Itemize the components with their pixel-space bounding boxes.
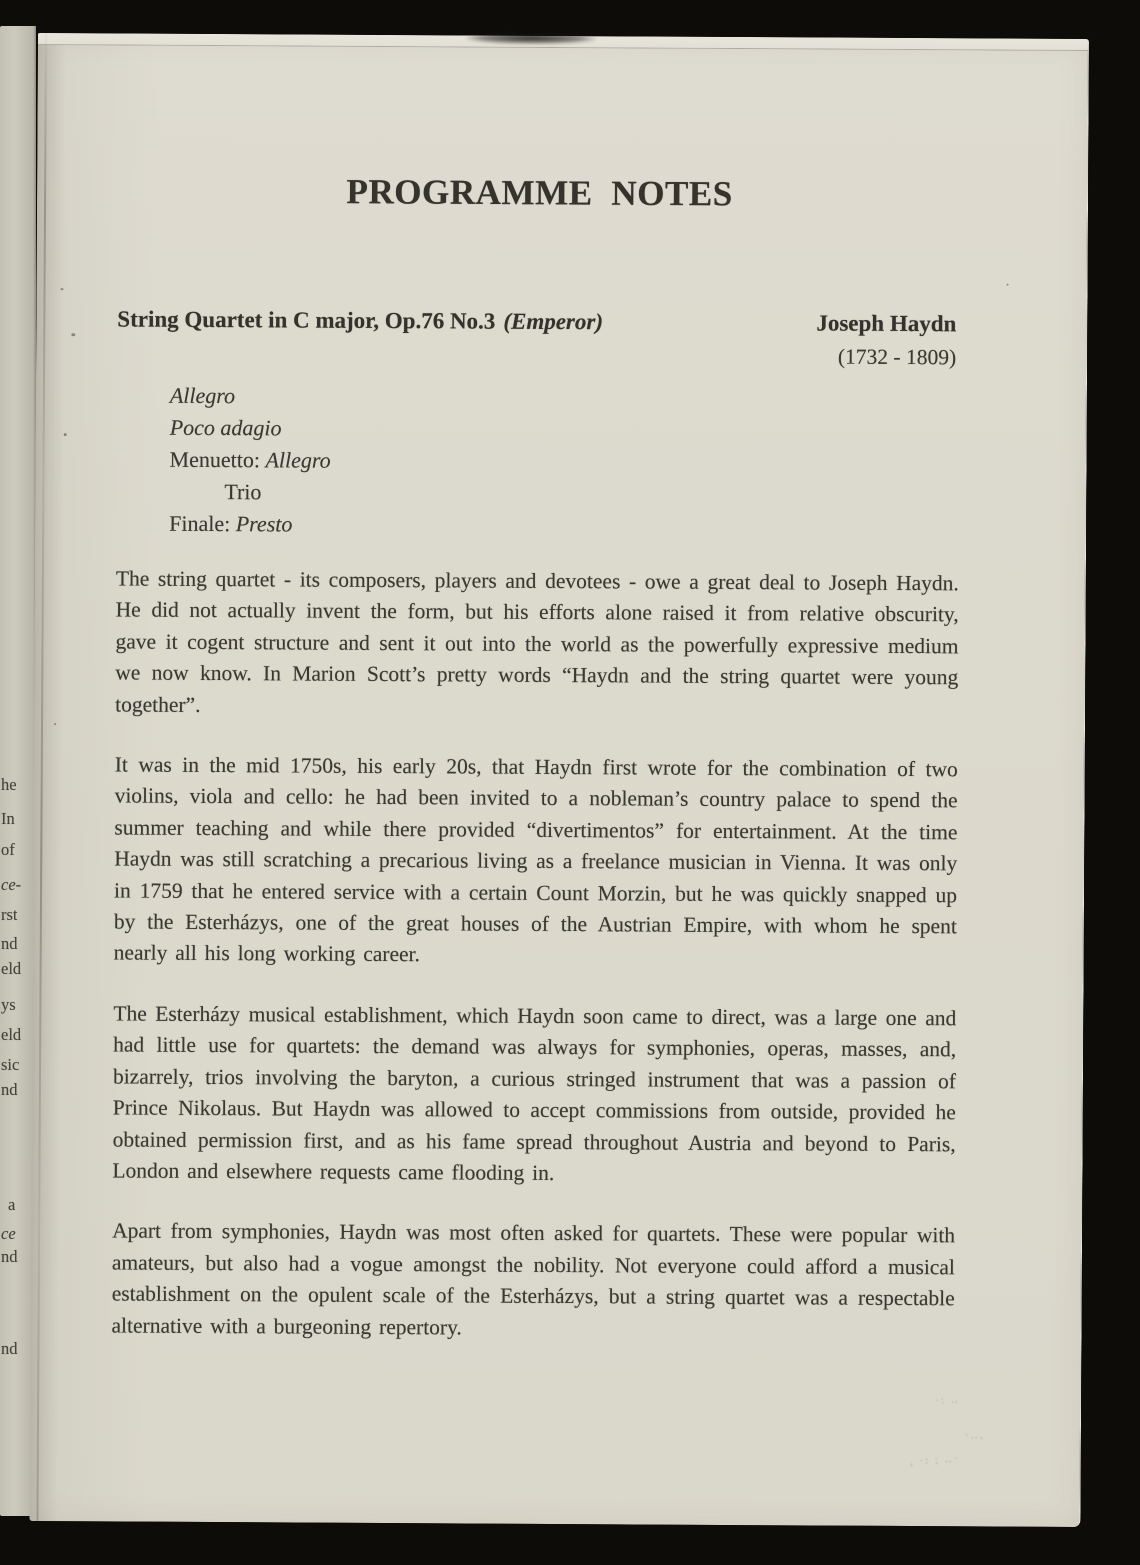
movement-list	[169, 380, 960, 545]
gutter-fragment: he	[1, 775, 17, 794]
page-content	[29, 33, 1088, 1527]
page-title: PROGRAMME NOTES	[346, 171, 733, 214]
gutter-fragment: eld	[1, 959, 22, 978]
paragraph: The string quartet - its composers, players and devotees - owe a great deal to Joseph Haydn. He did not actually invent the form, but his efforts alone raised it from relative obscurity, gave it cogent structure and sent it out into the world as the powerfully expressive medium we now know. In Marion Scott’s pretty words “Haydn and the string quartet were young together”.	[115, 566, 959, 717]
movement-line: Trio	[224, 479, 262, 505]
programme-note-body	[111, 563, 958, 1346]
pencil-mark: , ·: ; ‥·	[909, 1452, 960, 1468]
gutter-fragment: eld	[1, 1025, 22, 1044]
gutter-fragment: nd	[1, 934, 18, 953]
scan-speck	[1009, 1497, 1012, 1499]
paragraph: It was in the mid 1750s, his early 20s, that Haydn first wrote for the combination of two violins, viola and cello: he had been invited to a nobleman’s country palace to spend the summer teaching and while there provided “divertimentos” for entertainment. At the time Haydn was still scratching a precarious living as a freelance musician in Vienna. It was only in 1759 that he entered service with a certain Count Morzin, but he was quickly snapped up by the Esterházys, one of the great houses of the Austrian Empire, with whom he spent nearly all his long working career.	[113, 752, 958, 967]
movement-line: Poco adagio	[169, 414, 282, 441]
gutter-fragment: nd	[1, 1339, 18, 1358]
gutter-fragment: nd	[1, 1080, 18, 1099]
composer-block	[816, 309, 960, 370]
movement-line: Menuetto: Allegro	[169, 446, 331, 473]
pencil-mark: ·: ‥	[934, 1393, 961, 1408]
gutter-fragment: rst	[1, 905, 18, 924]
composer-dates: (1732 - 1809)	[837, 344, 957, 370]
gutter-fragment: a	[8, 1195, 16, 1214]
movement-line: Allegro	[169, 382, 236, 409]
gutter-fragment: ys	[1, 995, 16, 1014]
work-title-main: String Quartet in C major, Op.76 No.3	[117, 306, 496, 334]
gutter-fragment: of	[1, 840, 15, 859]
movement-line: Finale: Presto	[169, 510, 293, 537]
gutter-fragment: ce	[1, 1224, 16, 1243]
gutter-fragment: nd	[1, 1247, 18, 1266]
work-header	[117, 305, 960, 370]
gutter-fragment: sic	[1, 1055, 20, 1074]
work-title	[117, 305, 603, 335]
gutter-fragment: ce-	[1, 875, 22, 894]
scanned-page	[29, 33, 1089, 1527]
gutter-fragment: In	[1, 809, 15, 828]
paragraph: The Esterházy musical establishment, which Haydn soon came to direct, was a large one and had little use for quartets: the demand was always for symphonies, operas, masses, and, bizarrely, trios involving the baryton, a curious stringed instrument that was a passion of Prince Nikolaus. But Haydn was allowed to accept commissions from outside, provided he obtained permission first, and as his fame spread throughout Austria and beyond to Paris, London and elsewhere requests came flooding in.	[112, 1001, 957, 1185]
pencil-mark: ·‥,	[964, 1428, 986, 1443]
work-nickname: (Emperor)	[503, 308, 604, 335]
paragraph: Apart from symphonies, Haydn was most often asked for quartets. These were popular with amateurs, but also had a vogue amongst the nobility. Not everyone could afford a musical establishment on the opulent scale of the Esterházys, but a string quartet was a respectable alternative with a burgeoning repertory.	[111, 1218, 956, 1339]
composer-name: Joseph Haydn	[816, 310, 957, 337]
